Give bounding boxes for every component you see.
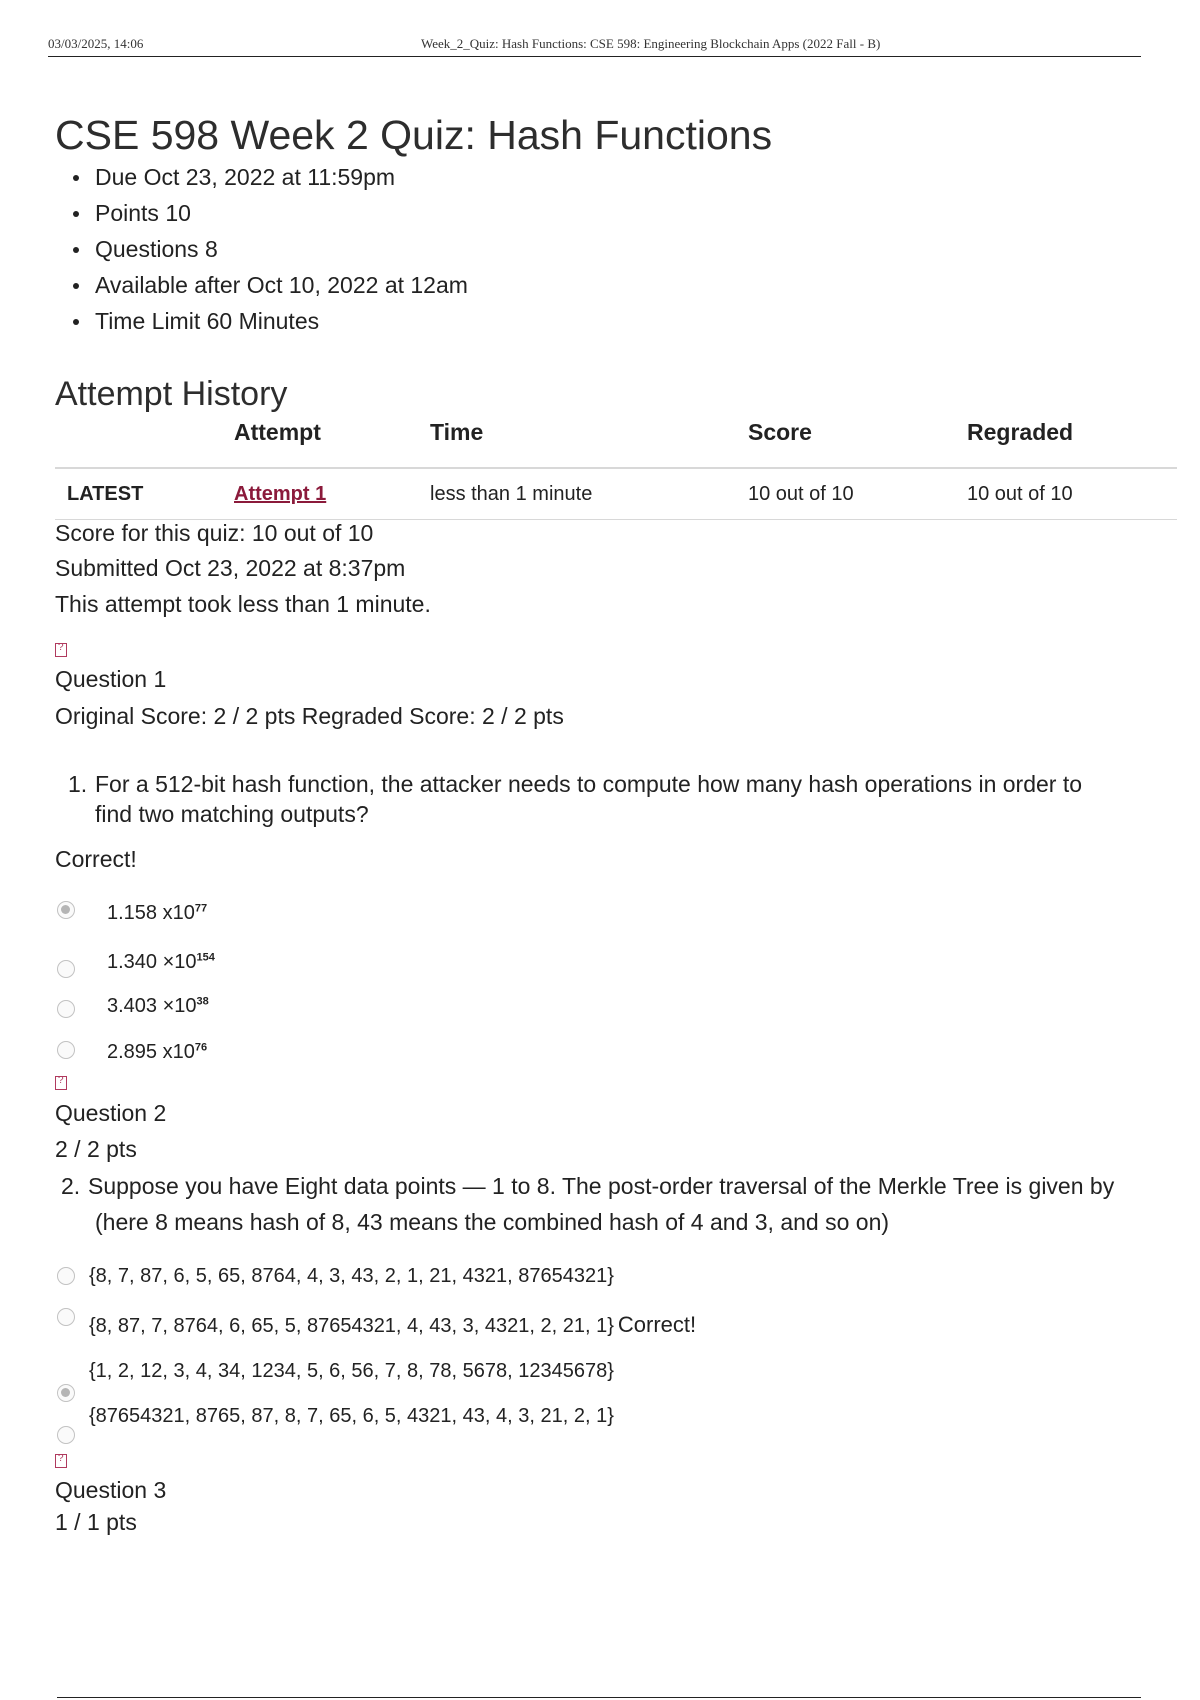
answer-exponent: 38 [196,995,209,1008]
answer-radio[interactable] [57,1426,75,1444]
answer-radio[interactable] [57,1384,75,1402]
question-1-text-line-2: find two matching outputs? [95,801,369,827]
question-count: Questions 8 [95,236,468,272]
table-row [55,468,1177,520]
flag-question-icon[interactable] [55,1076,67,1090]
question-3-score: 1 / 1 pts [55,1509,137,1535]
answer-option [89,1312,696,1338]
page-title: CSE 598 Week 2 Quiz: Hash Functions [55,112,773,158]
answer-radio[interactable] [57,1000,75,1018]
available-after: Available after Oct 10, 2022 at 12am [95,272,468,308]
table-header-row [55,415,1177,468]
attempt-history-table [55,415,1177,520]
header-regraded: Regraded [967,415,1177,468]
print-document-title: Week_2_Quiz: Hash Functions: CSE 598: Engineering Blockchain Apps (2022 Fall - B) [421,36,881,51]
answer-exponent: 154 [196,951,215,964]
header-empty [55,415,234,468]
answer-option: {1, 2, 12, 3, 4, 34, 1234, 5, 6, 56, 7, 8, 78, 5678, 12345678} [89,1360,614,1382]
answer-radio[interactable] [57,1267,75,1285]
time-cell: less than 1 minute [430,468,748,520]
answer-text: 3.403 ×10 [107,995,197,1017]
answer-text: 2.895 x10 [107,1041,195,1063]
attempt-cell [234,468,430,520]
correct-answer-label: Correct! [617,1312,697,1337]
print-timestamp: 03/03/2025, 14:06 [48,36,144,51]
attempt-history-title: Attempt History [55,375,288,413]
answer-option [107,951,215,974]
answer-radio[interactable] [57,1308,75,1326]
time-limit: Time Limit 60 Minutes [95,308,468,344]
question-1-number: 1. [68,771,88,797]
question-2-number: 2. [61,1173,81,1199]
answer-text: 1.340 ×10 [107,951,197,973]
header-attempt: Attempt [234,415,430,468]
question-2-score: 2 / 2 pts [55,1136,137,1162]
answer-option: {87654321, 8765, 87, 8, 7, 65, 6, 5, 4321, 43, 4, 3, 21, 2, 1} [89,1405,614,1427]
latest-label: LATEST [55,468,234,520]
answer-radio[interactable] [57,901,75,919]
regraded-cell: 10 out of 10 [967,468,1177,520]
points: Points 10 [95,200,468,236]
answer-text: {8, 87, 7, 8764, 6, 65, 5, 87654321, 4, 43, 3, 4321, 2, 21, 1} [89,1315,614,1337]
answer-option [107,995,209,1018]
score-cell: 10 out of 10 [748,468,967,520]
attempt-duration: This attempt took less than 1 minute. [55,591,431,617]
answer-option [107,902,207,925]
question-1-text [68,769,1175,829]
print-header [48,36,1141,57]
attempt-link[interactable]: Attempt 1 [234,482,327,505]
answer-text: 1.158 x10 [107,902,195,924]
quiz-score: Score for this quiz: 10 out of 10 [55,520,374,546]
answer-option: {8, 7, 87, 6, 5, 65, 8764, 4, 3, 43, 2, 1, 21, 4321, 87654321} [89,1265,614,1287]
question-2-label: Question 2 [55,1100,167,1126]
quiz-meta-list [95,164,468,344]
submitted-date: Submitted Oct 23, 2022 at 8:37pm [55,555,406,581]
question-3-label: Question 3 [55,1477,167,1503]
answer-exponent: 76 [194,1041,208,1054]
flag-question-icon[interactable] [55,643,67,657]
question-1-score: Original Score: 2 / 2 pts Regraded Score: 2 / 2 pts [55,703,564,729]
header-score: Score [748,415,967,468]
answer-radio[interactable] [57,960,75,978]
flag-question-icon[interactable] [55,1454,67,1468]
footer-divider [57,1697,1141,1698]
question-2-text-line-1: Suppose you have Eight data points — 1 to 8. The post-order traversal of the Merkle Tree is given by [88,1173,1115,1199]
answer-exponent: 77 [194,902,208,915]
header-time: Time [430,415,748,468]
question-1-text-line-1: For a 512-bit hash function, the attacker needs to compute how many hash operations in order to [95,771,1083,797]
question-1-feedback: Correct! [55,846,137,872]
question-2-text-line-2: (here 8 means hash of 8, 43 means the combined hash of 4 and 3, and so on) [95,1209,890,1235]
question-2-text [61,1171,1178,1237]
question-1-label: Question 1 [55,666,167,692]
answer-option [107,1041,207,1064]
answer-radio[interactable] [57,1041,75,1059]
due-date: Due Oct 23, 2022 at 11:59pm [95,164,468,200]
